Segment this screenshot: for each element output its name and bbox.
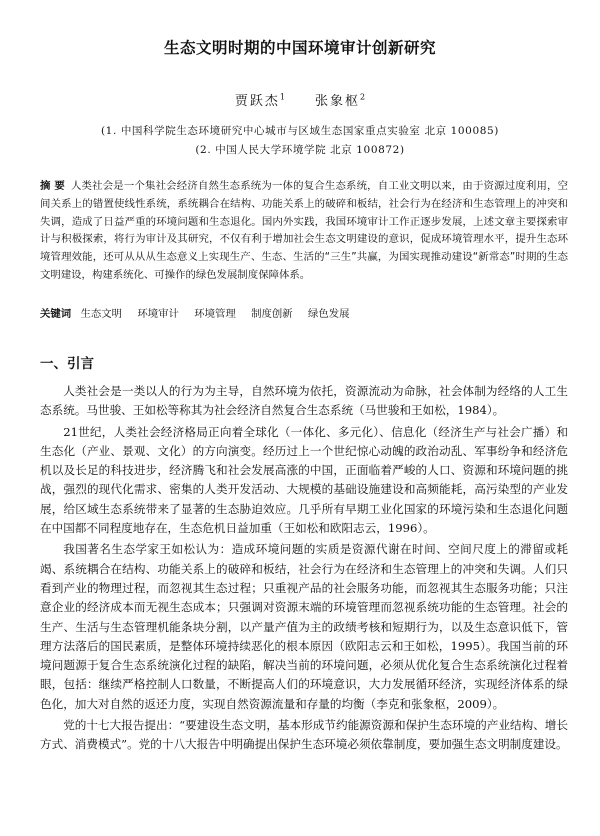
keyword: 环境管理 bbox=[194, 308, 236, 320]
keyword: 生态文明 bbox=[80, 308, 123, 320]
keywords-label: 关键词 bbox=[40, 308, 72, 320]
body-paragraph: 人类社会是一类以人的行为为主导，自然环境为依托，资源流动为命脉，社会体制为经络的人工生态系统。马世骏、王如松等称其为社会经济自然复合生态系统（马世骏和王如松，1984）。 bbox=[40, 384, 568, 418]
affiliation: (1. 中国科学院生态环境研究中心城市与区域生态国家重点实验室 北京 100085) bbox=[100, 125, 499, 137]
author-affiliation-mark: 1 bbox=[279, 92, 285, 102]
section-body bbox=[40, 382, 568, 757]
section-heading: 一、引言 bbox=[40, 356, 94, 372]
paper-title: 生态文明时期的中国环境审计创新研究 bbox=[163, 39, 436, 57]
affiliation: (2. 中国人民大学环境学院 北京 100872) bbox=[195, 144, 405, 156]
author-affiliation-mark: 2 bbox=[360, 92, 366, 102]
author-line bbox=[0, 90, 600, 109]
keyword: 制度创新 bbox=[251, 308, 293, 320]
keywords bbox=[40, 306, 568, 323]
body-paragraph: 21世纪，人类社会经济格局正向着全球化（一体化、多元化）、信息化（经济生产与社会广播）和生态化（产业、景观、文化）的方向演变。经历过上一个世纪惊心动魄的政治动乱、军事纷争和经济危机以及长足的科技进步，经济腾飞和社会发展高涨的中国，正面临着严峻的人口、资源和环境问题的挑战，强烈的现代化需求、密集的人类开发活动、大规模的基础设施建设和高频能耗，高污染型的产业发展，给区域生态系统带来了显著的生态胁迫效应。几乎所有早期工业化国家的环境污染和生态退化问题在中国都不同程度地存在，生态危机日益加重（王如松和欧阳志云，1996）。 bbox=[40, 424, 568, 536]
author-name: 张象枢 bbox=[315, 94, 361, 109]
abstract-text: 人类社会是一个集社会经济自然生态系统为一体的复合生态系统，自工业文明以来，由于资源过度利用，空间关系上的错置使线性系统，系统耦合在结构、功能关系上的破碎和板结，社会行为在经济和生态管理上的冲突和失调，造成了日益严重的环境问题和生态退化。国内外实践，我国环境审计工作正逐步发展，上述文章主要探索审计与积极探索，将行为审计及其研究，不仅有利于增加社会生态文明建设的意识，促成环境管理水平，提升生态环境管理效能，还可从从从生态意义上实现生产、生态、生活的“三生”共赢，为国实现推动建设“新常态”时期的生态文明建设，构建系统化、可操作的绿色发展制度保障体系。 bbox=[40, 180, 568, 281]
body-paragraph: 我国著名生态学家王如松认为：造成环境问题的实质是资源代谢在时间、空间尺度上的滞留或耗竭、系统耦合在结构、功能关系上的破碎和板结，社会行为在经济和生态管理上的冲突和失调。人们只看到产业的物理过程，而忽视其生态过程；只重视产品的社会服务功能，而忽视其生态服务功能；只注意企业的经济成本而无视生态成本；只强调对资源末端的环境管理而忽视系统功能的生态管理。社会的生产、生活与生态管理机能条块分割，以产量产值为主的政绩考核和短期行为，以及生态意识低下，管理方法落后的国民素质，是整体环境持续恶化的根本原因（欧阳志云和王如松，1995）。我国当前的环境问题源于复合生态系统演化过程的缺陷，解决当前的环境问题，必须从优化复合生态系统演化过程着眼，包括：继续严格控制人口数量，不断提高人们的环境意识，大力发展循环经济，实现经济体系的绿色化，加大对自然的返还力度，实现自然资源流量和存量的均衡（李克和张象枢，2009）。 bbox=[40, 542, 568, 711]
abstract-label: 摘 要 bbox=[40, 180, 65, 192]
body-paragraph: 党的十七大报告提出：“要建设生态文明，基本形成节约能源资源和保护生态环境的产业结构、增长方式、消费模式”。党的十八大报告中明确提出保护生态环境必须依靠制度，要加强生态文明制度建设。 bbox=[40, 718, 568, 752]
keyword: 绿色发展 bbox=[307, 308, 350, 320]
abstract bbox=[40, 178, 568, 285]
keyword: 环境审计 bbox=[137, 308, 179, 320]
author-name: 贾跃杰 bbox=[234, 94, 280, 109]
